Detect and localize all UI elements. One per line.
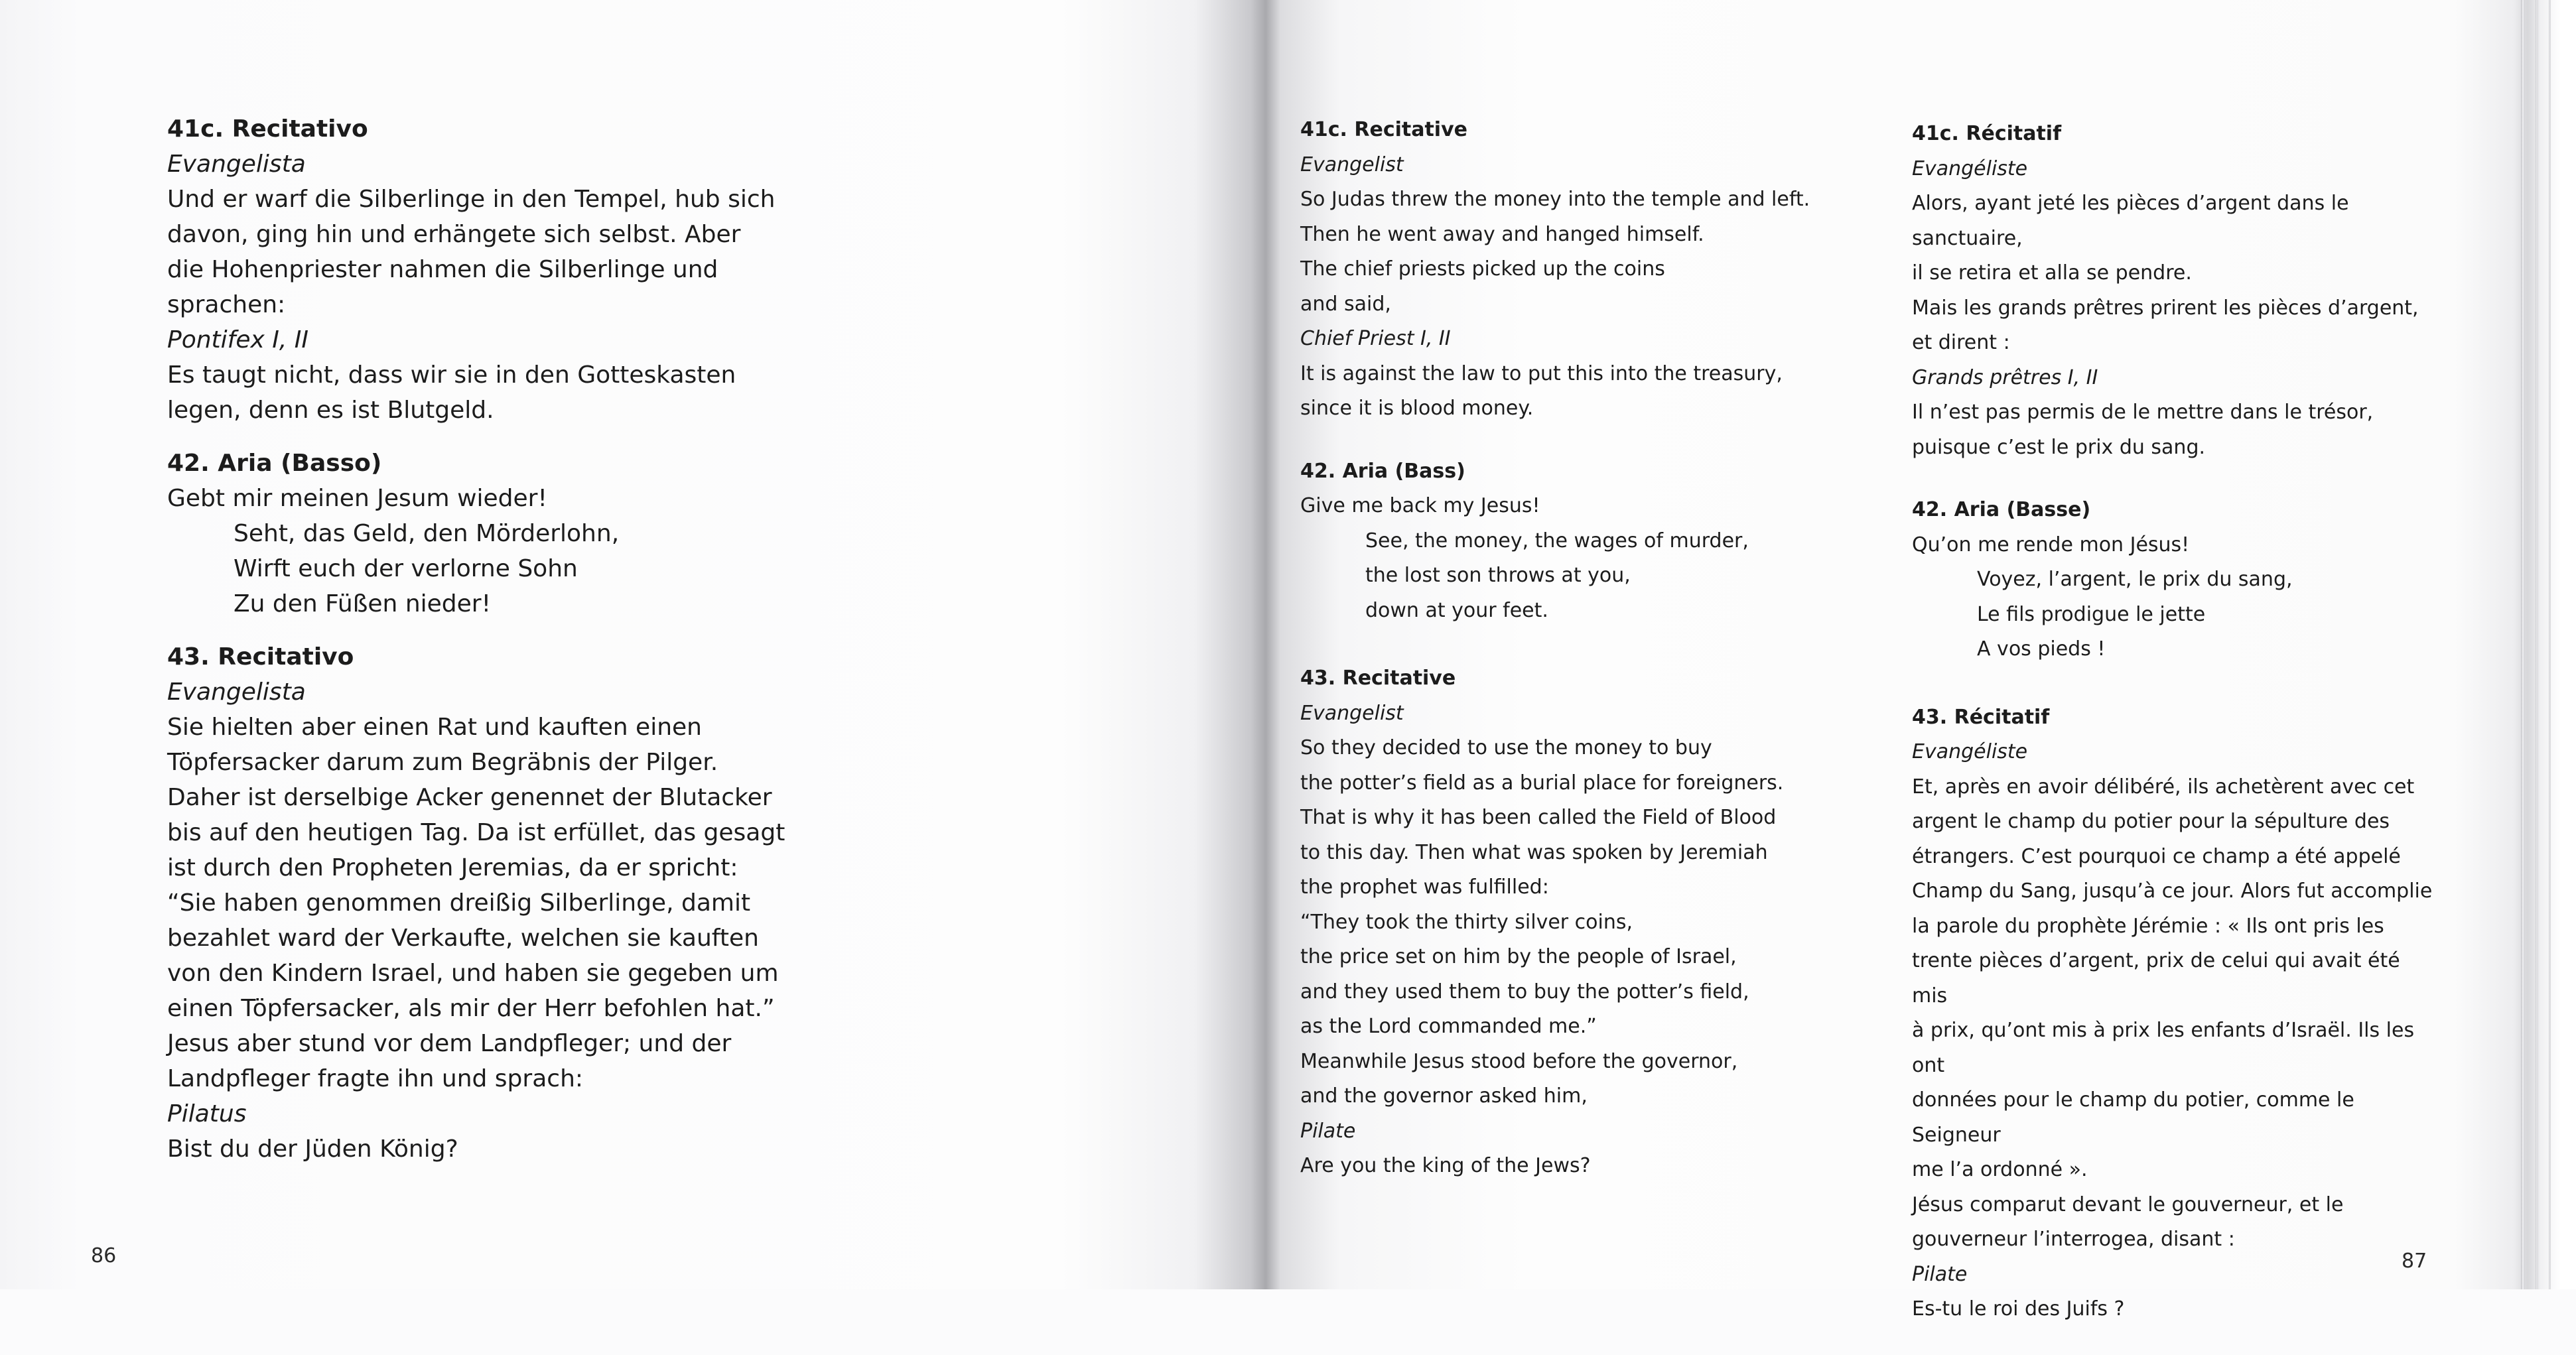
libretto-section [167, 111, 817, 428]
text-line: davon, ging hin und erhängete sich selbst. Aber [167, 221, 741, 248]
text-line: “They took the thirty silver coins, [1300, 910, 1633, 934]
text-line: me l’a ordonné ». [1912, 1158, 2088, 1181]
speaker-label: Evangelist [1300, 153, 1404, 176]
section-heading: 43. Recitative [1300, 667, 1456, 690]
text-line: and said, [1300, 292, 1391, 316]
text-line: Landpfleger fragte ihn und sprach: [167, 1065, 584, 1092]
speaker-label: Pilate [1300, 1119, 1356, 1143]
libretto-section [1300, 113, 1831, 426]
libretto-section [1912, 493, 2436, 667]
aria-verse-line: See, the money, the wages of murder, [1365, 529, 1749, 552]
aria-verse-line: Voyez, l’argent, le prix du sang, [1977, 568, 2293, 591]
text-line: “Sie haben genommen dreißig Silberlinge, damit [167, 889, 751, 917]
text-line: Meanwhile Jesus stood before the governor, [1300, 1049, 1738, 1073]
section-heading: 41c. Recitativo [167, 115, 368, 143]
speaker-label: Evangéliste [1912, 157, 2028, 180]
text-line: et dirent : [1912, 331, 2010, 354]
text-line: since it is blood money. [1300, 397, 1534, 420]
text-line: It is against the law to put this into the treasury, [1300, 361, 1783, 385]
aria-verse-line: Seht, das Geld, den Mörderlohn, [234, 520, 620, 547]
aria-verse-line: Le fils prodigue le jette [1977, 602, 2206, 626]
libretto-section [1912, 117, 2436, 465]
text-line: Give me back my Jesus! [1300, 494, 1540, 517]
section-heading: 42. Aria (Basso) [167, 450, 382, 477]
text-line: il se retira et alla se pendre. [1912, 261, 2192, 285]
page-number-right: 87 [2402, 1250, 2427, 1273]
speaker-label: Pilate [1912, 1262, 1968, 1286]
text-line: Jésus comparut devant le gouverneur, et le [1912, 1193, 2344, 1216]
speaker-label: Pontifex I, II [167, 326, 308, 354]
aria-verse-line: Wirft euch der verlorne Sohn [234, 555, 578, 582]
libretto-section [167, 639, 817, 1167]
text-line: to this day. Then what was spoken by Jeremiah [1300, 840, 1768, 864]
section-heading: 43. Récitatif [1912, 705, 2050, 729]
text-line: ist durch den Propheten Jeremias, da er spricht: [167, 854, 738, 881]
german-libretto-column [167, 111, 817, 1185]
text-line: the potter’s field as a burial place for foreigners. [1300, 771, 1784, 795]
section-heading: 41c. Recitative [1300, 118, 1467, 141]
speaker-label: Grands prêtres I, II [1912, 365, 2098, 389]
speaker-label: Evangéliste [1912, 740, 2028, 763]
aria-verse-line: Zu den Füßen nieder! [234, 590, 492, 617]
text-line: données pour le champ du potier, comme le Seigneur [1912, 1088, 2354, 1147]
section-heading: 42. Aria (Basse) [1912, 498, 2091, 521]
text-line: Daher ist derselbige Acker genennet der Blutacker [167, 784, 772, 811]
page-number-left: 86 [91, 1244, 117, 1267]
text-line: and the governor asked him, [1300, 1084, 1588, 1108]
text-line: Champ du Sang, jusqu’à ce jour. Alors fut accomplie [1912, 879, 2433, 903]
text-line: Und er warf die Silberlinge in den Tempel, hub sich [167, 186, 776, 213]
text-line: sprachen: [167, 291, 286, 318]
speaker-label: Evangelista [167, 678, 306, 706]
text-line: Then he went away and hanged himself. [1300, 222, 1704, 246]
text-line: Alors, ayant jeté les pièces d’argent dans le sanctuaire, [1912, 192, 2349, 250]
text-line: Es-tu le roi des Juifs ? [1912, 1297, 2125, 1321]
page-edge [2536, 0, 2538, 1289]
text-line: The chief priests picked up the coins [1300, 257, 1665, 281]
speaker-label: Evangelista [167, 151, 306, 178]
libretto-section [1912, 700, 2436, 1327]
french-translation-column [1912, 117, 2436, 1355]
libretto-section [167, 446, 817, 621]
text-line: as the Lord commanded me.” [1300, 1015, 1597, 1038]
text-line: la parole du prophète Jérémie : « Ils ont pris les [1912, 914, 2384, 938]
text-line: Jesus aber stund vor dem Landpfleger; und der [167, 1030, 732, 1057]
text-line: trente pièces d’argent, prix de celui qui avait été mis [1912, 949, 2400, 1007]
text-line: à prix, qu’ont mis à prix les enfants d’Israël. Ils les ont [1912, 1019, 2415, 1077]
text-line: the price set on him by the people of Israel, [1300, 945, 1737, 968]
speaker-label: Pilatus [167, 1100, 247, 1128]
text-line: Il n’est pas permis de le mettre dans le trésor, [1912, 401, 2374, 424]
text-line: Mais les grands prêtres prirent les pièces d’argent, [1912, 296, 2419, 320]
text-line: bis auf den heutigen Tag. Da ist erfüllet, das gesagt [167, 819, 785, 846]
text-line: Et, après en avoir délibéré, ils achetèrent avec cet [1912, 775, 2415, 799]
section-heading: 41c. Récitatif [1912, 122, 2062, 145]
text-line: So they decided to use the money to buy [1300, 736, 1712, 759]
text-line: puisque c’est le prix du sang. [1912, 435, 2206, 459]
text-line: Es taugt nicht, dass wir sie in den Gotteskasten [167, 361, 736, 389]
english-translation-column [1300, 113, 1831, 1212]
text-line: the prophet was fulfilled: [1300, 875, 1549, 899]
text-line: Bist du der Jüden König? [167, 1135, 458, 1163]
text-line: legen, denn es ist Blutgeld. [167, 397, 494, 424]
text-line: von den Kindern Israel, und haben sie gegeben um [167, 960, 779, 987]
text-line: Are you the king of the Jews? [1300, 1154, 1591, 1177]
text-line: Sie hielten aber einen Rat und kauften einen [167, 714, 702, 741]
text-line: gouverneur l’interrogea, disant : [1912, 1228, 2235, 1251]
aria-verse-line: A vos pieds ! [1977, 637, 2106, 661]
text-line: bezahlet ward der Verkaufte, welchen sie kauften [167, 925, 759, 952]
speaker-label: Chief Priest I, II [1300, 327, 1451, 350]
section-heading: 43. Recitativo [167, 643, 354, 671]
text-line: Töpfersacker darum zum Begräbnis der Pilger. [167, 749, 718, 776]
libretto-section [1300, 661, 1831, 1184]
text-line: Qu’on me rende mon Jésus! [1912, 533, 2190, 556]
aria-verse-line: down at your feet. [1365, 598, 1548, 622]
text-line: and they used them to buy the potter’s field, [1300, 980, 1749, 1003]
page-edge [2521, 0, 2525, 1289]
text-line: die Hohenpriester nahmen die Silberlinge und [167, 256, 718, 283]
text-line: So Judas threw the money into the temple and left. [1300, 188, 1810, 211]
speaker-label: Evangelist [1300, 701, 1404, 725]
text-line: étrangers. C’est pourquoi ce champ a été appelé [1912, 844, 2401, 868]
page-edge [2549, 0, 2551, 1289]
section-heading: 42. Aria (Bass) [1300, 459, 1465, 483]
text-line: That is why it has been called the Field of Blood [1300, 806, 1777, 829]
text-line: argent le champ du potier pour la sépulture des [1912, 810, 2390, 833]
text-line: Gebt mir meinen Jesum wieder! [167, 485, 547, 512]
aria-verse-line: the lost son throws at you, [1365, 564, 1631, 587]
libretto-section [1300, 454, 1831, 629]
text-line: einen Töpfersacker, als mir der Herr befohlen hat.” [167, 995, 775, 1022]
